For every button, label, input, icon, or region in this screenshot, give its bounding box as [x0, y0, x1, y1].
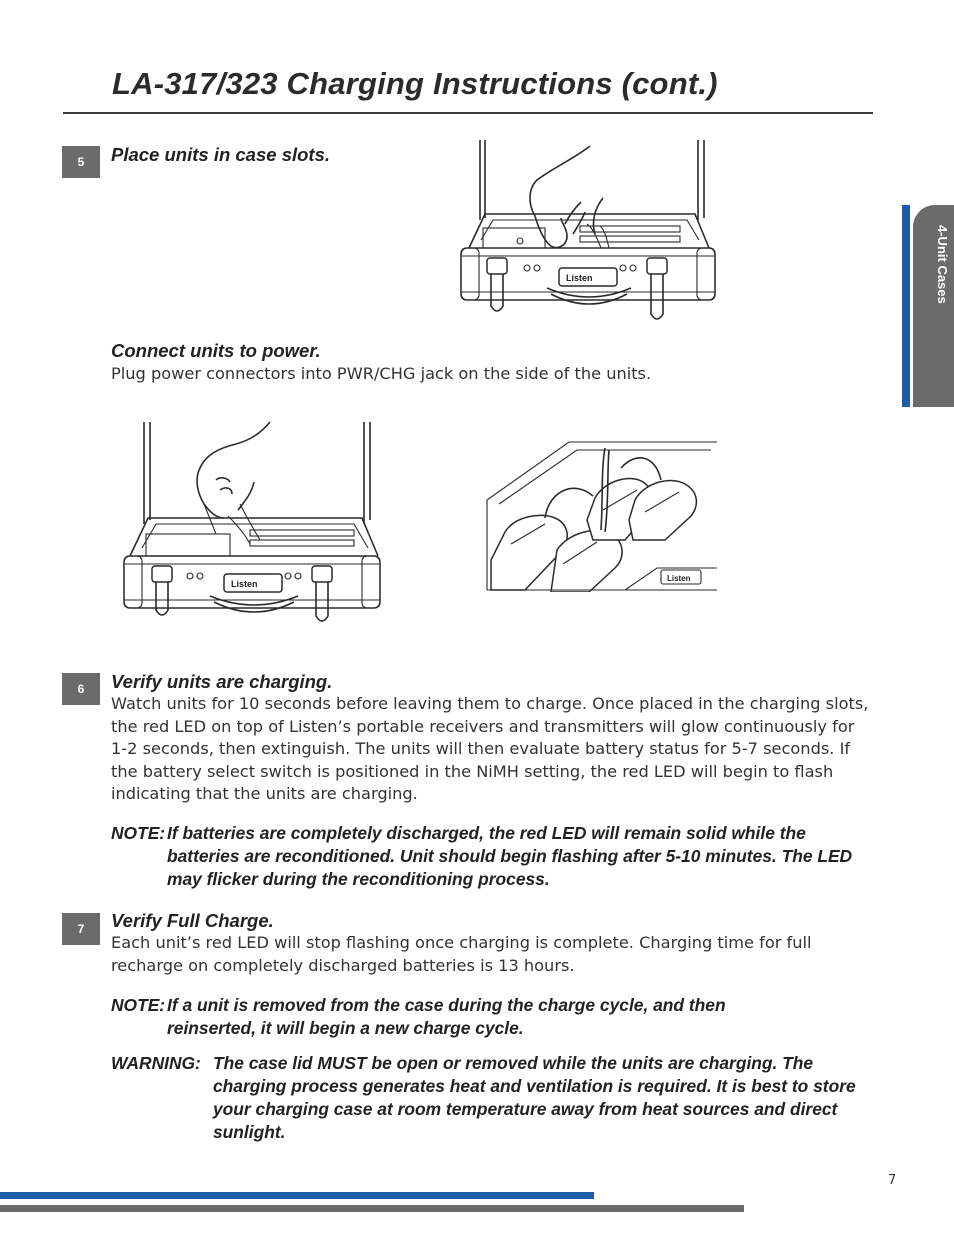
step-badge-5: 5	[62, 146, 100, 178]
brand-label-2: Listen	[231, 579, 258, 589]
units-closeup-illustration	[485, 440, 717, 592]
section-side-tab	[902, 205, 954, 407]
step-5-subtext: Plug power connectors into PWR/CHG jack on the side of the units.	[111, 364, 652, 383]
side-tab-accent-bar	[902, 205, 910, 407]
side-tab-label: 4-Unit Cases	[935, 225, 950, 304]
footer-blue-bar	[0, 1192, 594, 1199]
note-text: If batteries are completely discharged, the red LED will remain solid while the batteries are reconditioned. Unit should begin flashing after 5-10 minutes. The LED may flicker during the reconditioning process.	[167, 823, 853, 889]
note-label: NOTE:	[111, 995, 166, 1015]
step-7-note	[111, 994, 811, 1040]
step-badge-7: 7	[62, 913, 100, 945]
step-6-heading: Verify units are charging.	[111, 671, 333, 692]
note-label: NOTE:	[111, 823, 166, 843]
case-inserting-unit-illustration	[455, 138, 720, 324]
case-plugging-connector-illustration	[120, 420, 385, 628]
step-5-heading: Place units in case slots.	[111, 144, 331, 165]
step-7-text: Each unit’s red LED will stop flashing once charging is complete. Charging time for full recharge on completely discharged batteries is 13 hours.	[111, 933, 812, 975]
brand-label-3: Listen	[667, 574, 691, 583]
footer-gray-bar	[0, 1205, 744, 1212]
step-7-warning	[111, 1052, 876, 1144]
step-6-note	[111, 822, 876, 891]
page-title: LA-317/323 Charging Instructions (cont.)	[112, 66, 718, 101]
warning-text: The case lid MUST be open or removed while the units are charging. The charging process generates heat and ventilation is required. It is best to store your charging case at room temperature away from heat sources and direct sunlight.	[213, 1053, 856, 1142]
brand-label-1: Listen	[566, 273, 593, 283]
step-5-subheading: Connect units to power.	[111, 340, 321, 361]
step-6-text: Watch units for 10 seconds before leaving them to charge. Once placed in the charging slots, the red LED on top of Listen’s portable receivers and transmitters will glow continuously for 1-2 seconds, then extinguish. The units will then evaluate battery status for 5-7 seconds. If the battery select switch is positioned in the NiMH setting, the red LED will begin to flash indicating that the units are charging.	[111, 694, 869, 803]
title-divider	[63, 112, 873, 114]
step-7-heading: Verify Full Charge.	[111, 910, 274, 931]
step-badge-6: 6	[62, 673, 100, 705]
note-text: If a unit is removed from the case during the charge cycle, and then reinserted, it will begin a new charge cycle.	[167, 995, 726, 1038]
page-number: 7	[888, 1173, 897, 1188]
warning-label: WARNING:	[111, 1053, 201, 1073]
